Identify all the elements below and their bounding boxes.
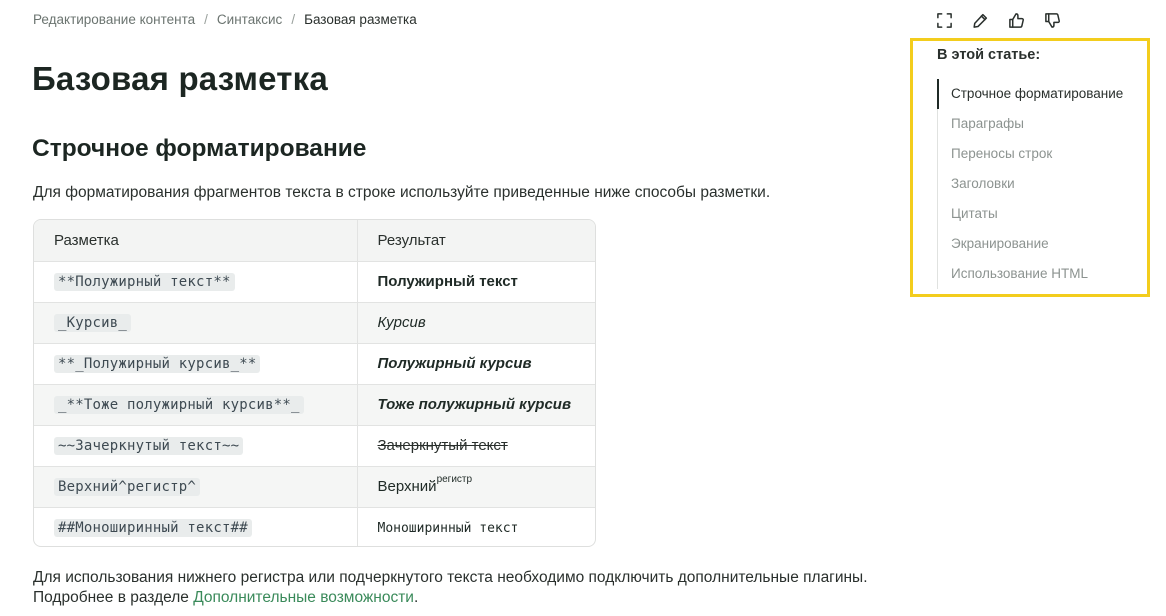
toc-item-quotes[interactable]: Цитаты <box>951 206 998 221</box>
footer-line-1: Для использования нижнего регистра или подчеркнутого текста необходимо подключить дополнительные плагины. <box>33 569 868 586</box>
section-title-inline-formatting: Строчное форматирование <box>32 135 367 162</box>
toc-item-headings[interactable]: Заголовки <box>951 176 1015 191</box>
table-header-row <box>34 220 595 261</box>
result-cell <box>357 261 595 302</box>
additional-features-link[interactable]: Дополнительные возможности <box>193 589 414 606</box>
footer-line-2-suffix: . <box>413 589 419 606</box>
breadcrumb-item-current: Базовая разметка <box>304 12 417 27</box>
markup-cell <box>34 261 357 302</box>
toc-item-escaping[interactable]: Экранирование <box>951 236 1049 251</box>
breadcrumb-item-content-editing[interactable]: Редактирование контента <box>33 12 196 27</box>
table-row <box>34 425 595 466</box>
markup-code: _**Тоже полужирный курсив**_ <box>54 396 304 414</box>
markup-code: ##Моноширинный текст## <box>54 519 252 537</box>
result-text: Зачеркнутый текст <box>377 437 508 454</box>
breadcrumb <box>33 12 417 27</box>
article-toolbar <box>934 10 1062 30</box>
table-row <box>34 466 595 507</box>
toc-item-paragraphs[interactable]: Параграфы <box>951 116 1024 131</box>
result-cell <box>357 507 595 547</box>
result-cell <box>357 343 595 384</box>
result-superscript: регистр <box>436 474 473 485</box>
breadcrumb-separator: / <box>204 12 208 27</box>
formatting-table <box>33 219 596 547</box>
thumbs-up-icon <box>1008 12 1025 29</box>
result-text: Полужирный курсив <box>377 355 532 372</box>
markup-cell <box>34 343 357 384</box>
column-header-markup: Разметка <box>34 220 357 261</box>
markup-cell <box>34 507 357 547</box>
markup-code: ~~Зачеркнутый текст~~ <box>54 437 243 455</box>
markup-code: **Полужирный текст** <box>54 273 235 291</box>
markup-code: **_Полужирный курсив_** <box>54 355 260 373</box>
table-of-contents <box>910 38 1150 297</box>
footer-note <box>33 568 868 608</box>
page-title: Базовая разметка <box>32 60 328 97</box>
toc-title: В этой статье: <box>937 47 1041 63</box>
result-cell <box>357 466 595 507</box>
markup-cell <box>34 466 357 507</box>
fullscreen-button[interactable] <box>934 10 954 30</box>
edit-button[interactable] <box>970 10 990 30</box>
table-row <box>34 507 595 547</box>
markup-cell <box>34 384 357 425</box>
breadcrumb-item-syntax[interactable]: Синтаксис <box>216 12 283 27</box>
footer-line-2-prefix: Подробнее в разделе <box>33 589 194 606</box>
toc-item-line-breaks[interactable]: Переносы строк <box>951 146 1053 161</box>
markup-cell <box>34 425 357 466</box>
table-row <box>34 261 595 302</box>
dislike-button[interactable] <box>1042 10 1062 30</box>
fullscreen-icon <box>936 12 953 29</box>
result-base-text: Верхний <box>377 478 437 495</box>
column-header-result: Результат <box>357 220 595 261</box>
result-text: Тоже полужирный курсив <box>377 396 572 413</box>
thumbs-down-icon <box>1044 12 1061 29</box>
toc-item-html[interactable]: Использование HTML <box>951 266 1088 281</box>
markup-code: Верхний^регистр^ <box>54 478 200 496</box>
toc-list <box>937 79 1123 289</box>
result-text <box>377 474 473 495</box>
result-cell <box>357 384 595 425</box>
markup-cell <box>34 302 357 343</box>
breadcrumb-separator: / <box>291 12 296 27</box>
result-text: Моноширинный текст <box>377 521 519 537</box>
footer-line-2 <box>33 588 868 608</box>
markup-code: _Курсив_ <box>54 314 131 332</box>
result-text: Курсив <box>377 314 426 331</box>
formatting-table-grid <box>34 220 595 547</box>
like-button[interactable] <box>1006 10 1026 30</box>
intro-paragraph: Для форматирования фрагментов текста в строке используйте приведенные ниже способы разметки. <box>33 184 771 201</box>
table-row <box>34 343 595 384</box>
toc-item-inline-formatting[interactable]: Строчное форматирование <box>938 79 1123 109</box>
table-row <box>34 302 595 343</box>
table-row <box>34 384 595 425</box>
edit-icon <box>972 12 989 29</box>
result-text: Полужирный текст <box>377 273 518 290</box>
result-cell <box>357 302 595 343</box>
result-cell <box>357 425 595 466</box>
